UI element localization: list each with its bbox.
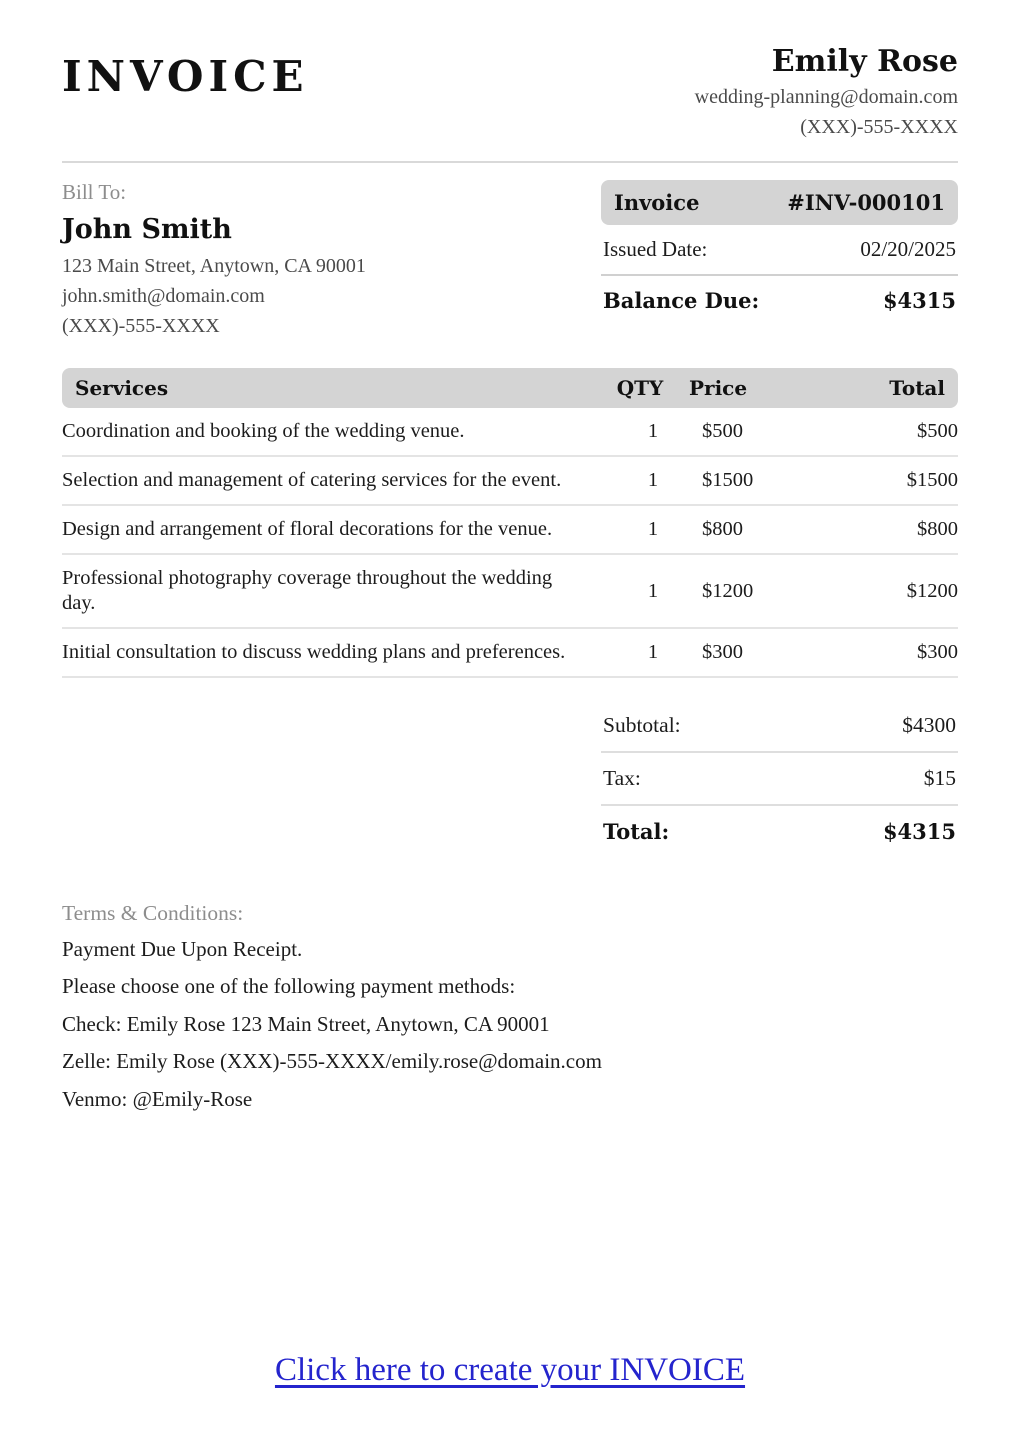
tax-label: Tax: bbox=[603, 766, 641, 790]
header-divider bbox=[62, 161, 958, 163]
terms-line: Venmo: @Emily-Rose bbox=[62, 1086, 253, 1111]
document-header bbox=[62, 40, 958, 139]
terms-line: Please choose one of the following payment methods: bbox=[62, 974, 516, 998]
terms-line: Zelle: Emily Rose (XXX)-555-XXXX/emily.rose@domain.com bbox=[62, 1049, 602, 1073]
service-price: $300 bbox=[702, 641, 743, 663]
service-price: $800 bbox=[702, 518, 743, 540]
info-section bbox=[62, 180, 958, 338]
business-info bbox=[695, 40, 958, 139]
services-table-header bbox=[62, 368, 958, 408]
total-value: $4315 bbox=[882, 819, 956, 844]
service-qty: 1 bbox=[647, 579, 659, 602]
column-header-total: Total bbox=[889, 376, 945, 400]
terms-line: Check: Emily Rose 123 Main Street, Anytown, CA 90001 bbox=[62, 1011, 550, 1036]
client-phone: (XXX)-555-XXXX bbox=[62, 315, 220, 337]
balance-due-value: $4315 bbox=[882, 288, 956, 313]
total-row bbox=[601, 806, 958, 857]
tax-value: $15 bbox=[923, 766, 956, 790]
service-total: $800 bbox=[917, 518, 958, 540]
subtotal-label: Subtotal: bbox=[603, 713, 681, 737]
invoice-meta-block bbox=[601, 180, 958, 338]
tax-row bbox=[601, 753, 958, 806]
service-qty: 1 bbox=[647, 469, 659, 491]
table-row bbox=[62, 457, 958, 506]
table-row bbox=[62, 555, 958, 629]
terms-line: Payment Due Upon Receipt. bbox=[62, 936, 303, 961]
terms-heading: Terms & Conditions: bbox=[62, 901, 244, 925]
service-description: Initial consultation to discuss wedding plans and preferences. bbox=[62, 641, 566, 663]
invoice-label: Invoice bbox=[614, 190, 700, 215]
service-price: $500 bbox=[702, 420, 743, 442]
service-description: Selection and management of catering services for the event. bbox=[62, 469, 562, 491]
table-row bbox=[62, 506, 958, 555]
totals-block bbox=[601, 700, 958, 857]
service-qty: 1 bbox=[647, 641, 659, 663]
service-qty: 1 bbox=[647, 518, 659, 540]
business-name: Emily Rose bbox=[771, 44, 958, 79]
service-description: Coordination and booking of the wedding venue. bbox=[62, 420, 465, 442]
column-header-services: Services bbox=[75, 376, 169, 400]
invoice-number: #INV-000101 bbox=[787, 190, 945, 215]
table-row bbox=[62, 629, 958, 678]
footer bbox=[0, 1352, 1020, 1389]
terms-block bbox=[62, 901, 958, 1114]
issued-date-label: Issued Date: bbox=[603, 237, 708, 261]
column-header-price: Price bbox=[689, 376, 748, 400]
client-name: John Smith bbox=[62, 214, 232, 245]
services-table bbox=[62, 368, 958, 678]
create-invoice-link[interactable]: Click here to create your INVOICE bbox=[274, 1352, 746, 1388]
service-total: $1500 bbox=[906, 469, 958, 491]
page-title: INVOICE bbox=[62, 52, 309, 101]
service-description: Design and arrangement of floral decorations for the venue. bbox=[62, 518, 553, 540]
service-qty: 1 bbox=[647, 420, 659, 442]
total-label: Total: bbox=[603, 819, 670, 844]
subtotal-value: $4300 bbox=[902, 713, 956, 737]
table-row bbox=[62, 408, 958, 457]
service-price: $1500 bbox=[702, 469, 754, 491]
business-email: wedding-planning@domain.com bbox=[694, 86, 958, 108]
bill-to-block bbox=[62, 180, 366, 338]
service-description: Professional photography coverage throughout the wedding day. bbox=[62, 567, 553, 614]
column-header-qty: QTY bbox=[616, 376, 664, 400]
service-total: $300 bbox=[917, 641, 958, 663]
service-total: $500 bbox=[917, 420, 958, 442]
balance-due-label: Balance Due: bbox=[603, 288, 760, 313]
bill-to-label: Bill To: bbox=[62, 180, 127, 204]
issued-date-row bbox=[601, 225, 958, 276]
client-email: john.smith@domain.com bbox=[62, 285, 265, 307]
service-price: $1200 bbox=[702, 579, 754, 602]
business-phone: (XXX)-555-XXXX bbox=[800, 116, 958, 138]
client-address: 123 Main Street, Anytown, CA 90001 bbox=[62, 255, 366, 277]
balance-due-row bbox=[601, 276, 958, 325]
subtotal-row bbox=[601, 700, 958, 753]
service-total: $1200 bbox=[906, 579, 958, 602]
issued-date-value: 02/20/2025 bbox=[860, 237, 956, 261]
invoice-number-bar bbox=[601, 180, 958, 225]
